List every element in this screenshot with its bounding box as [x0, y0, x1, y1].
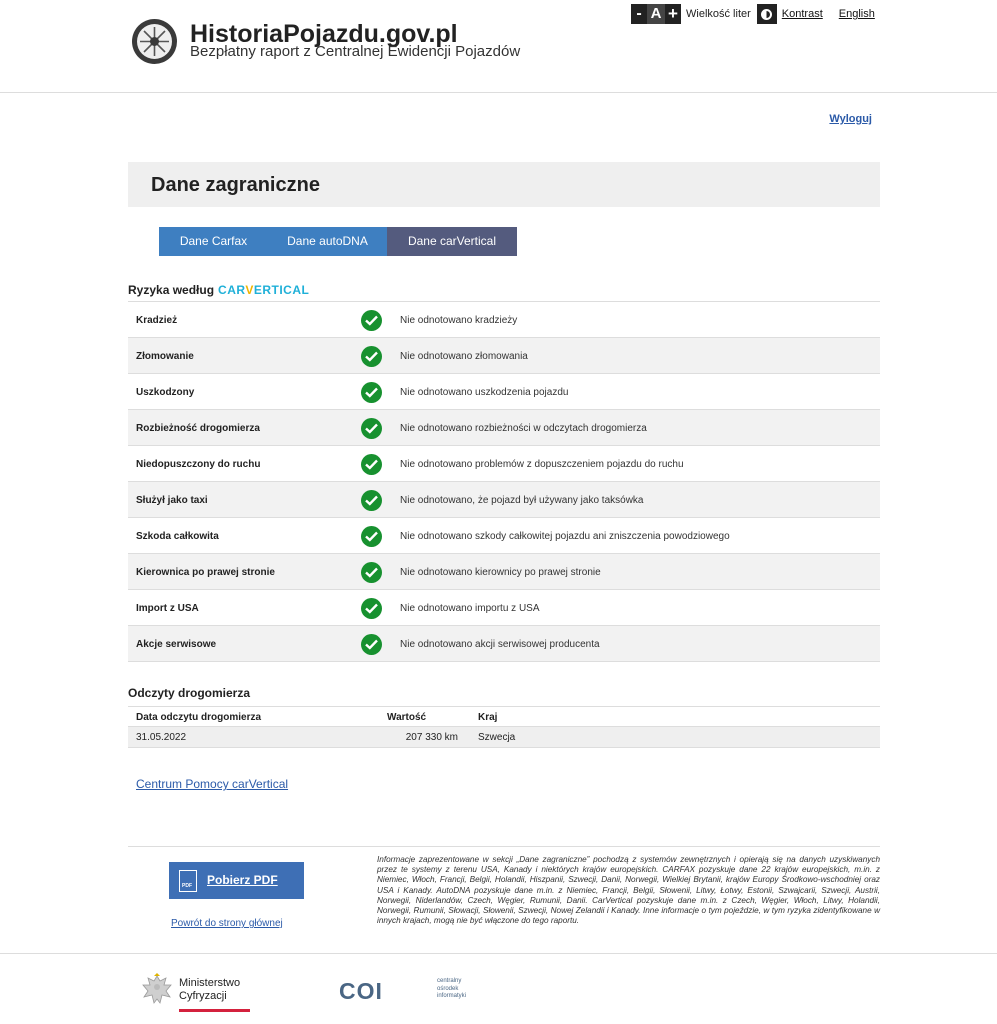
logout-link[interactable]: Wyloguj	[829, 113, 872, 125]
download-pdf-button[interactable]	[169, 862, 304, 899]
risk-status: Nie odnotowano uszkodzenia pojazdu	[400, 387, 569, 398]
check-circle-icon	[361, 418, 382, 439]
table-row	[128, 554, 880, 590]
font-increase-button[interactable]: +	[665, 4, 681, 24]
risk-name: Uszkodzony	[136, 387, 195, 398]
table-row	[128, 590, 880, 626]
risk-name: Import z USA	[136, 603, 199, 614]
risk-status: Nie odnotowano kierownicy po prawej stronie	[400, 567, 601, 578]
language-english-link[interactable]: English	[838, 8, 875, 20]
contrast-link[interactable]: Kontrast	[781, 8, 823, 20]
risks-heading-text: Ryzyka według	[128, 283, 215, 297]
ministry-name: Ministerstwo Cyfryzacji	[179, 977, 241, 1002]
risk-table	[128, 301, 880, 662]
check-circle-icon	[361, 310, 382, 331]
site-header	[0, 0, 997, 93]
risks-heading	[128, 283, 309, 297]
check-circle-icon	[361, 382, 382, 403]
wheel-logo-icon[interactable]	[132, 19, 177, 64]
disclaimer-text: Informacje zaprezentowane w sekcji „Dane zagraniczne” pochodzą z systemów zewnętrznych i opierają się na danych uzyskiwanych przez te systemy z terenu USA, Kanady i niektórych krajów europejskich. CARFAX pozyskuje dane 22 krajów europejskich, m.in. z Niemiec, Włoch, Francji, Belgii, Holandii, Hiszpanii, Szwecji, Danii, Norwegii, Wielkiej Brytanii, krajów Europy Środkowo-wschodniej oraz USA i Kanady. AutoDNA pozyskuje dane m.in. z Niemiec, Francji, Belgii, Słowenii, Litwy, Łotwy, Estonii, Szwajcarii, Szwecji, Austrii, Norwegii, Niderlandów, Czech, Węgier, Rumunii, Danii. CarVertical pozyskuje dane m.in. z Czech, Węgier, Włoch, Litwy, Holandii, Norwegii, Rumunii, Słowacji, Słowenii, Szwecji, Nowej Zelandii i Kanady. Inne informacje o tym pojeździe, w tym ryzyka zidentyfikowane w innych krajach, mogą nie być włączone do tego raportu.	[377, 855, 880, 926]
risk-name: Kradzież	[136, 315, 178, 326]
check-circle-icon	[361, 598, 382, 619]
coi-mark: COI	[339, 978, 383, 1004]
risk-status: Nie odnotowano rozbieżności w odczytach drogomierza	[400, 423, 647, 434]
site-title[interactable]: HistoriaPojazdu.gov.pl	[190, 20, 458, 48]
check-circle-icon	[361, 526, 382, 547]
odometer-title: Odczyty drogomierza	[128, 686, 251, 700]
carvertical-help-link[interactable]: Centrum Pomocy carVertical	[136, 777, 289, 791]
download-pdf-label: Pobierz PDF	[207, 873, 278, 887]
table-row	[128, 518, 880, 554]
risk-status: Nie odnotowano kradzieży	[400, 315, 518, 326]
risk-status: Nie odnotowano szkody całkowitej pojazdu ani zniszczenia powodziowego	[400, 531, 730, 542]
check-circle-icon	[361, 634, 382, 655]
odometer-value: 207 330 km	[405, 732, 458, 743]
risk-status: Nie odnotowano problemów z dopuszczeniem pojazdu do ruchu	[400, 459, 684, 470]
divider	[128, 846, 880, 847]
risk-status: Nie odnotowano złomowania	[400, 351, 528, 362]
risk-status: Nie odnotowano akcji serwisowej producenta	[400, 639, 600, 650]
pdf-file-icon: PDF	[179, 870, 197, 892]
page-title: Dane zagraniczne	[151, 174, 320, 196]
divider	[0, 953, 997, 954]
odometer-date: 31.05.2022	[136, 732, 187, 743]
contrast-icon[interactable]	[757, 4, 777, 24]
carvertical-logo: CARVERTICAL	[218, 283, 310, 297]
eagle-emblem-icon	[140, 973, 174, 1009]
table-row	[128, 302, 880, 338]
risk-name: Kierownica po prawej stronie	[136, 567, 275, 578]
risk-name: Złomowanie	[136, 351, 194, 362]
source-tabs	[159, 227, 517, 256]
table-row	[128, 338, 880, 374]
table-row	[128, 727, 880, 748]
risk-name: Szkoda całkowita	[136, 531, 219, 542]
font-decrease-button[interactable]: -	[631, 4, 647, 24]
risk-status: Nie odnotowano, że pojazd był używany jako taksówka	[400, 495, 644, 506]
risk-name: Służył jako taxi	[136, 495, 208, 506]
coi-subtitle: centralny ośrodek informatyki	[437, 978, 467, 999]
tab-autodna[interactable]: Dane autoDNA	[268, 227, 387, 256]
risk-status: Nie odnotowano importu z USA	[400, 603, 540, 614]
risk-name: Niedopuszczony do ruchu	[136, 459, 261, 470]
ministry-logo[interactable]	[140, 973, 250, 1013]
column-header-country: Kraj	[478, 712, 498, 723]
odometer-table	[128, 706, 880, 748]
check-circle-icon	[361, 562, 382, 583]
back-home-link[interactable]: Powrót do strony głównej	[171, 918, 283, 929]
table-row	[128, 446, 880, 482]
column-header-date: Data odczytu drogomierza	[136, 712, 262, 723]
odometer-header-row	[128, 707, 880, 727]
coi-logo[interactable]	[339, 978, 489, 1003]
accessibility-toolbar	[631, 4, 875, 24]
site-subtitle: Bezpłatny raport z Centralnej Ewidencji Pojazdów	[190, 43, 521, 60]
tab-carvertical[interactable]: Dane carVertical	[387, 227, 517, 256]
table-row	[128, 626, 880, 662]
font-size-label: Wielkość liter	[686, 8, 751, 20]
font-reset-button[interactable]: A	[647, 4, 665, 24]
tab-carfax[interactable]: Dane Carfax	[159, 227, 268, 256]
check-circle-icon	[361, 346, 382, 367]
risk-name: Akcje serwisowe	[136, 639, 217, 650]
check-circle-icon	[361, 454, 382, 475]
section-title-bar	[128, 162, 880, 207]
risk-name: Rozbieżność drogomierza	[136, 423, 260, 434]
column-header-value: Wartość	[387, 712, 427, 723]
table-row	[128, 482, 880, 518]
odometer-country: Szwecja	[478, 732, 516, 743]
table-row	[128, 374, 880, 410]
table-row	[128, 410, 880, 446]
check-circle-icon	[361, 490, 382, 511]
